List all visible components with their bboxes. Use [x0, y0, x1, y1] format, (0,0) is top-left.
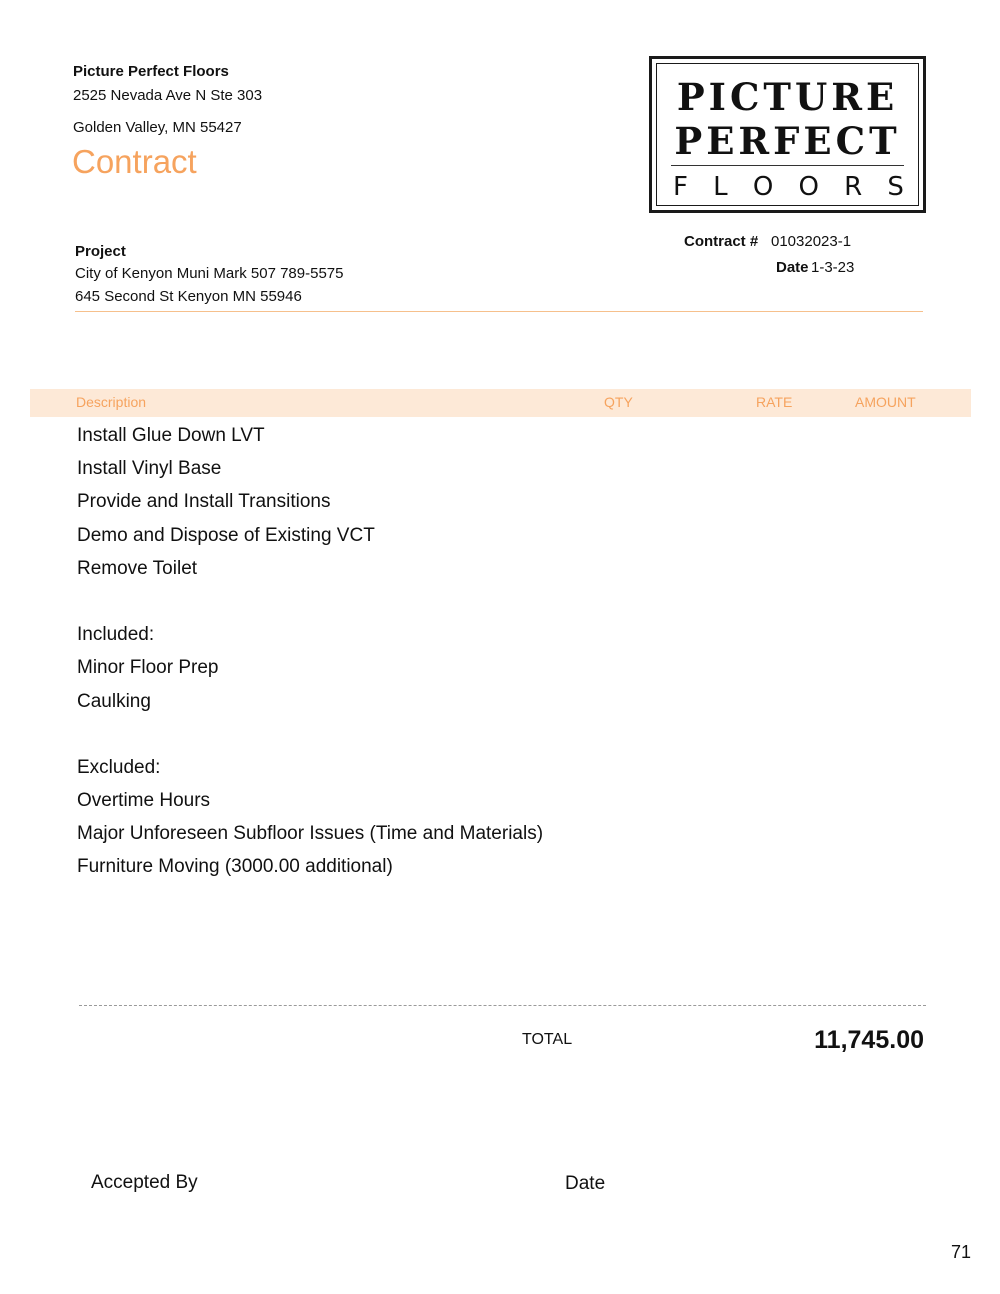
project-label: Project — [75, 243, 126, 260]
line-items-list — [77, 423, 677, 888]
column-header-rate: RATE — [756, 394, 793, 410]
line-item-section-heading: Excluded: — [77, 756, 161, 778]
header-divider — [75, 311, 923, 312]
line-item: Minor Floor Prep — [77, 657, 219, 679]
line-item: Install Glue Down LVT — [77, 425, 265, 446]
contract-number: 01032023-1 — [771, 233, 852, 250]
logo-letter: L — [713, 172, 728, 202]
company-logo — [649, 56, 926, 213]
line-item: Caulking — [77, 690, 151, 712]
line-item: Remove Toilet — [77, 557, 198, 579]
line-item: Install Vinyl Base — [77, 458, 222, 480]
line-item: Major Unforeseen Subfloor Issues (Time and Materials) — [77, 823, 544, 845]
logo-text-line2: PERFECT — [674, 119, 901, 163]
line-item: Demo and Dispose of Existing VCT — [77, 524, 375, 546]
page-number: 71 — [950, 1242, 971, 1262]
column-header-qty: QTY — [604, 394, 633, 410]
project-address: 645 Second St Kenyon MN 55946 — [75, 288, 302, 305]
line-item: Furniture Moving (3000.00 additional) — [77, 856, 393, 878]
logo-letter: O — [798, 172, 819, 202]
line-item: Provide and Install Transitions — [77, 491, 331, 513]
line-item: Overtime Hours — [77, 790, 211, 812]
logo-letter: S — [887, 172, 904, 202]
logo-divider — [671, 165, 904, 166]
project-contact: City of Kenyon Muni Mark 507 789-5575 — [75, 265, 344, 282]
logo-text-line3 — [657, 172, 918, 202]
accepted-by-label: Accepted By — [91, 1172, 198, 1193]
logo-letter: O — [752, 172, 774, 202]
total-label: TOTAL — [522, 1031, 573, 1048]
logo-inner-frame — [656, 63, 919, 206]
column-header-description: Description — [76, 394, 147, 410]
line-item-spacer — [77, 722, 677, 755]
column-header-amount: AMOUNT — [855, 394, 916, 410]
total-divider — [79, 1005, 926, 1006]
table-header-band — [30, 389, 971, 417]
signature-date-label: Date — [565, 1173, 606, 1194]
company-address-line1: 2525 Nevada Ave N Ste 303 — [73, 87, 263, 104]
contract-date-label: Date — [776, 259, 809, 276]
logo-letter: R — [844, 172, 863, 202]
document-title: Contract — [72, 143, 197, 180]
total-amount: 11,745.00 — [814, 1026, 924, 1054]
contract-number-label: Contract # — [684, 233, 759, 250]
logo-text-line1: PICTURE — [676, 75, 899, 119]
contract-date: 1-3-23 — [811, 259, 855, 276]
logo-letter: F — [673, 172, 688, 202]
company-name: Picture Perfect Floors — [73, 63, 229, 80]
company-address-line2: Golden Valley, MN 55427 — [73, 119, 242, 136]
line-item-spacer — [77, 589, 677, 622]
line-item-section-heading: Included: — [77, 624, 155, 646]
